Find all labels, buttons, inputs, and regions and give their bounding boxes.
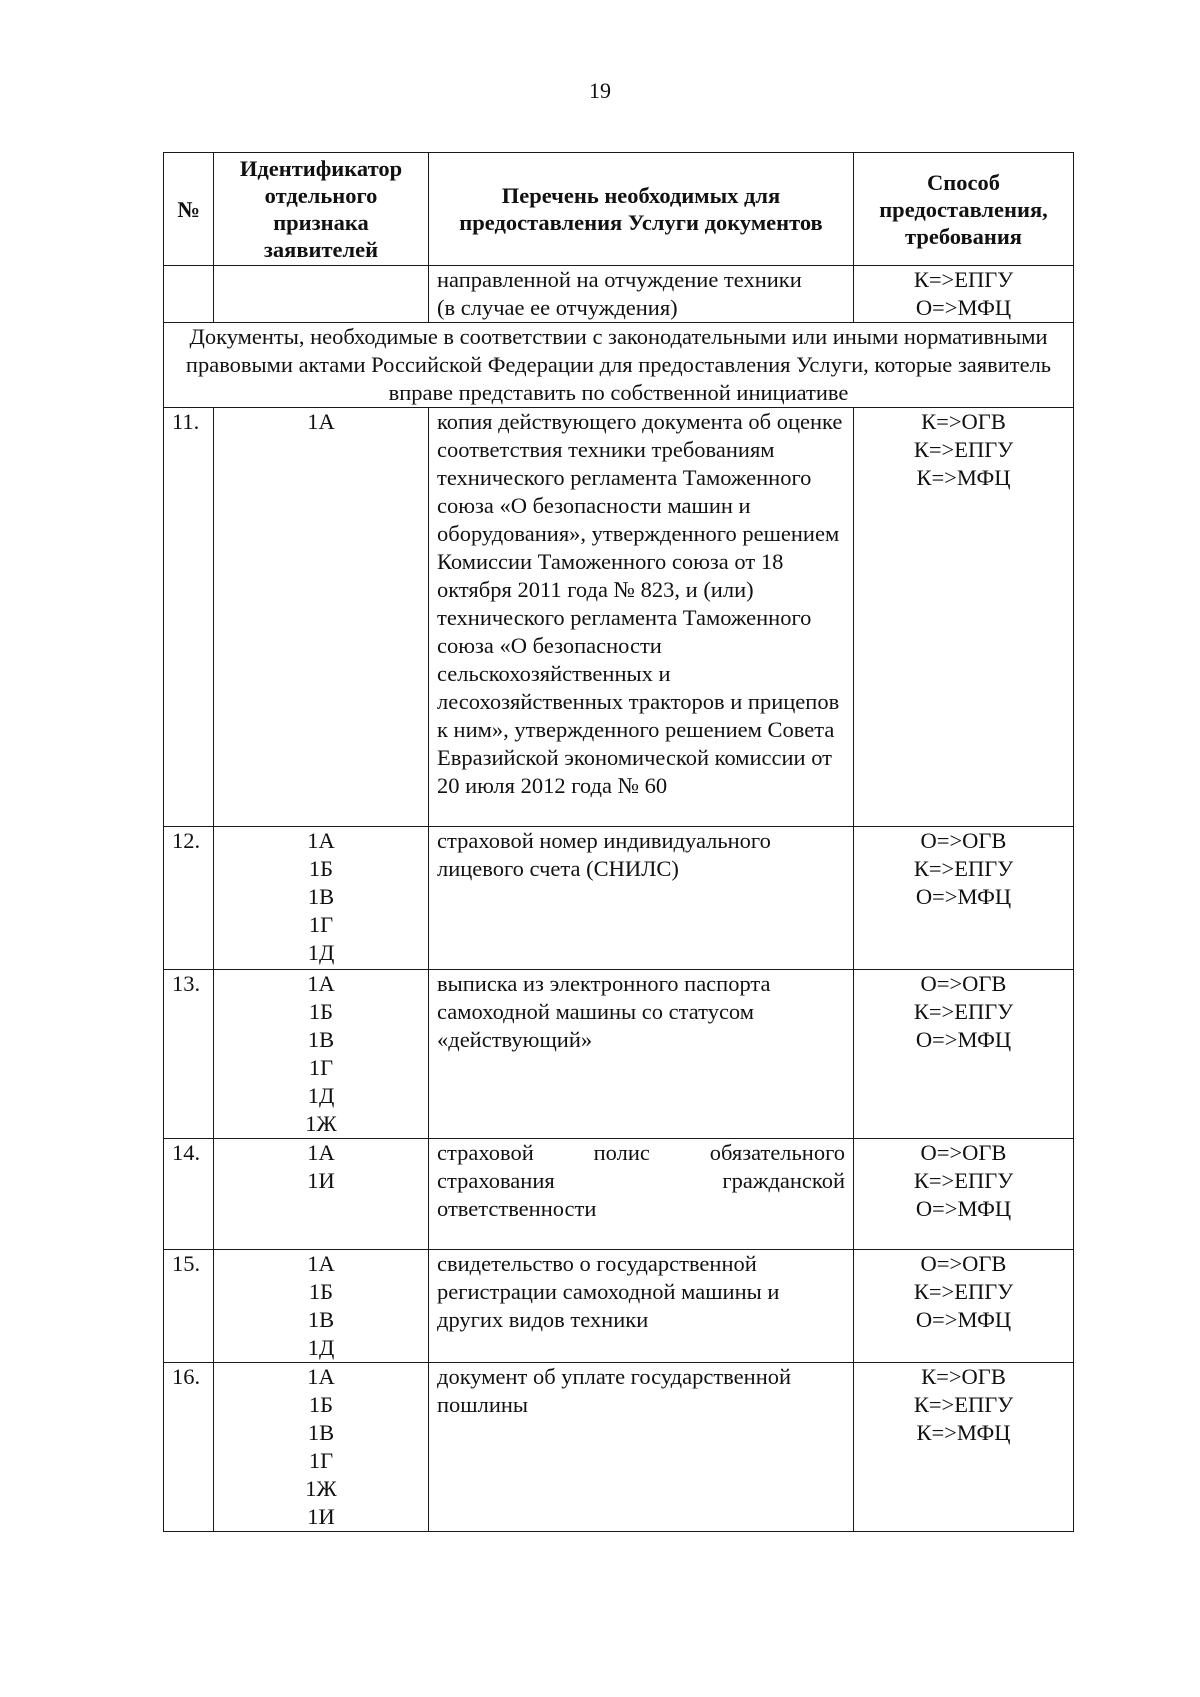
page-number: 19 — [589, 78, 611, 103]
method-item: О=>ОГВ — [920, 828, 1007, 853]
method-item: К=>ЕПГУ — [913, 1392, 1014, 1417]
identifier-item: 1Г — [308, 1055, 334, 1080]
method-item: К=>ЕПГУ — [913, 999, 1014, 1024]
method-item: К=>ЕПГУ — [913, 1279, 1014, 1304]
row-identifiers — [214, 970, 429, 1139]
row-document: страховой полис обязательного страхования гражданской ответственности — [429, 1139, 854, 1250]
identifier-item: 1Д — [307, 1335, 335, 1360]
section-heading: Документы, необходимые в соответствии с законодательными или иными нормативными правовыми актами Российской Федерации для предоставления Услуги, которые заявитель вправе представить по собственной инициативе — [164, 323, 1074, 408]
method-item: О=>ОГВ — [920, 971, 1007, 996]
method-item: К=>ЕПГУ — [913, 856, 1014, 881]
row-document: свидетельство о государственной регистрации самоходной машины и других видов техники — [429, 1250, 854, 1363]
identifier-item: 1Б — [308, 999, 334, 1024]
table-row — [164, 408, 1074, 827]
identifier-item: 1В — [307, 1420, 335, 1445]
method-item: О=>ОГВ — [920, 1251, 1007, 1276]
row-document: документ об уплате государственной пошлины — [429, 1363, 854, 1532]
table-row — [164, 827, 1074, 970]
method-item: К=>ЕПГУ — [913, 437, 1014, 462]
header-method: Способ предоставления, требования — [854, 153, 1074, 266]
table-row — [164, 1139, 1074, 1250]
identifier-item: 1А — [307, 1251, 335, 1276]
method-item: О=>МФЦ — [915, 1027, 1012, 1052]
documents-table — [163, 152, 1074, 1532]
row-methods — [854, 1139, 1074, 1250]
row-methods — [854, 408, 1074, 827]
row-document: страховой номер индивидуального лицевого счета (СНИЛС) — [429, 827, 854, 970]
row-num: 12. — [164, 827, 214, 970]
row-methods — [854, 827, 1074, 970]
identifier-item: 1В — [307, 884, 335, 909]
continuation-identifiers — [214, 266, 429, 323]
header-documents: Перечень необходимых для предоставления Услуги документов — [429, 153, 854, 266]
row-document: выписка из электронного паспорта самоходной машины со статусом «действующий» — [429, 970, 854, 1139]
row-identifiers — [214, 1363, 429, 1532]
method-item: О=>МФЦ — [915, 295, 1012, 320]
header-identifier: Идентификатор отдельного признака заявителей — [214, 153, 429, 266]
method-item: О=>МФЦ — [915, 884, 1012, 909]
continuation-row — [164, 266, 1074, 323]
method-item: К=>МФЦ — [916, 1420, 1011, 1445]
identifier-item: 1А — [307, 971, 335, 996]
table-row — [164, 1363, 1074, 1532]
row-identifiers — [214, 1250, 429, 1363]
identifier-item: 1Г — [308, 912, 334, 937]
method-item: К=>ЕПГУ — [913, 1168, 1014, 1193]
row-identifiers — [214, 1139, 429, 1250]
method-item: К=>МФЦ — [916, 465, 1011, 490]
identifier-item: 1Г — [308, 1448, 334, 1473]
row-identifiers — [214, 408, 429, 827]
identifier-item: 1И — [307, 1504, 335, 1529]
row-num: 11. — [164, 408, 214, 827]
identifier-item: 1А — [307, 409, 335, 434]
continuation-document-line: (в случае ее отчуждения) — [437, 295, 678, 320]
identifier-item: 1А — [307, 1364, 335, 1389]
row-methods — [854, 1363, 1074, 1532]
continuation-document — [429, 266, 854, 323]
method-item: К=>ЕПГУ — [913, 267, 1014, 292]
identifier-item: 1А — [307, 828, 335, 853]
method-item: О=>МФЦ — [915, 1307, 1012, 1332]
row-num: 15. — [164, 1250, 214, 1363]
identifier-item: 1Б — [308, 1392, 334, 1417]
method-item: К=>ОГВ — [921, 409, 1006, 434]
identifier-item: 1Ж — [305, 1476, 337, 1501]
identifier-item: 1Д — [307, 940, 335, 965]
method-item: О=>ОГВ — [920, 1140, 1007, 1165]
method-item: О=>МФЦ — [915, 1196, 1012, 1221]
row-document: копия действующего документа об оценке соответствия техники требованиям технического регламента Таможенного союза «О безопасности машин и оборудования», утвержденного решением Комиссии Таможенного союза от 18 октября 2011 года № 823, и (или) технического регламента Таможенного союза «О безопасности сельскохозяйственных и лесохозяйственных тракторов и прицепов к ним», утвержденного решением Совета Евразийской экономической комиссии от 20 июля 2012 года № 60 — [429, 408, 854, 827]
continuation-document-line: направленной на отчуждение техники — [437, 267, 802, 292]
identifier-item: 1В — [307, 1027, 335, 1052]
continuation-num — [164, 266, 214, 323]
identifier-item: 1В — [307, 1307, 335, 1332]
identifier-item: 1Ж — [305, 1111, 337, 1136]
identifier-item: 1Б — [308, 856, 334, 881]
identifier-item: 1А — [307, 1140, 335, 1165]
method-item: К=>ОГВ — [921, 1364, 1006, 1389]
section-heading-row — [164, 323, 1074, 408]
row-num: 16. — [164, 1363, 214, 1532]
table-header-row — [164, 153, 1074, 266]
table-row — [164, 970, 1074, 1139]
row-methods — [854, 970, 1074, 1139]
row-num: 13. — [164, 970, 214, 1139]
identifier-item: 1Д — [307, 1083, 335, 1108]
header-num: № — [164, 153, 214, 266]
table-row — [164, 1250, 1074, 1363]
row-methods — [854, 1250, 1074, 1363]
row-num: 14. — [164, 1139, 214, 1250]
identifier-item: 1И — [307, 1168, 335, 1193]
row-identifiers — [214, 827, 429, 970]
continuation-methods — [854, 266, 1074, 323]
identifier-item: 1Б — [308, 1279, 334, 1304]
